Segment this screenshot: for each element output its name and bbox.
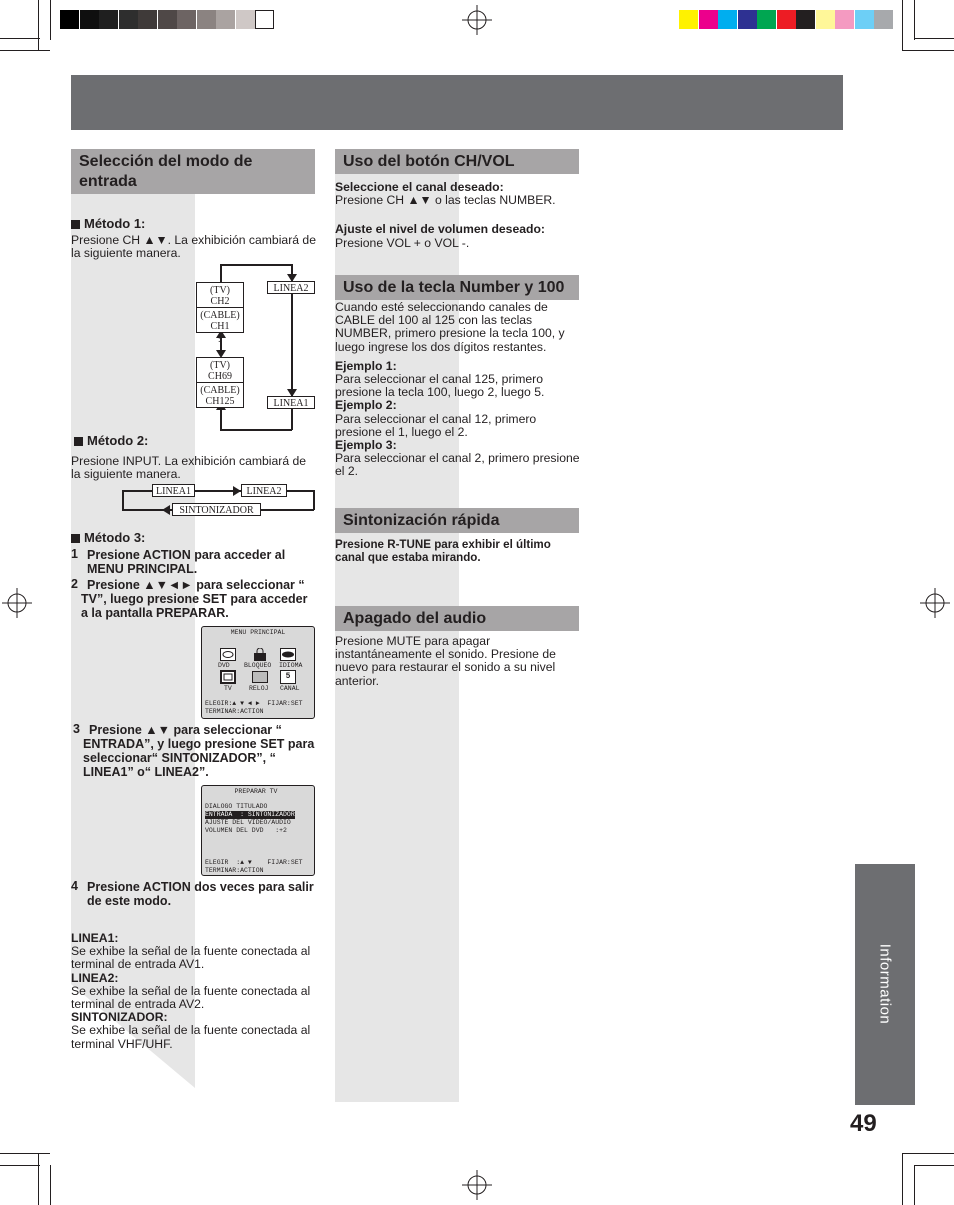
step4-text: Presione ACTION dos veces para salir de este modo.: [87, 880, 314, 908]
icon-label: BLOQUEO: [244, 662, 272, 669]
color-swatch: [757, 10, 776, 29]
gray-swatch: [99, 10, 118, 29]
step2-text: Presione ▲▼◄► para seleccionar “ TV”, luego presione SET para acceder a la pantalla PREPARAR.: [81, 578, 308, 620]
screen-line: AJUSTE DEL VIDEO/AUDIO: [205, 819, 291, 826]
notes-block: [71, 932, 316, 1051]
screen-title: PREPARAR TV: [234, 788, 278, 795]
chvol-sub1: Seleccione el canal deseado:: [335, 180, 504, 194]
step-number: 1: [71, 547, 78, 561]
number-text: Cuando esté seleccionando canales de CABLE del 100 al 125 con las teclas NUMBER, primero presione la tecla 100, y luego ingrese los dos dígitos restantes.: [335, 300, 565, 354]
sidebar-tab-information: [855, 864, 915, 1105]
screen-line-selected: ENTRADA : SINTONIZADOR: [205, 811, 295, 818]
clock-icon: [252, 671, 268, 683]
bullet-square-icon: [71, 534, 80, 543]
color-swatch: [777, 10, 796, 29]
example-label: Ejemplo 3:: [335, 438, 397, 453]
method1-title: Método 1:: [71, 217, 145, 230]
box-cable-ch125: (CABLE) CH125: [196, 382, 244, 408]
chvol-text1: Presione CH ▲▼ o las teclas NUMBER.: [335, 193, 556, 208]
audio-mute-text: Presione MUTE para apagar instantáneamente el sonido. Presione de nuevo para restaurar el sonido a su nivel anterior.: [335, 634, 556, 688]
note-text: Se exhibe la señal de la fuente conectada al terminal VHF/UHF.: [71, 1023, 311, 1051]
method3-title: Método 3:: [71, 531, 145, 544]
registration-target-icon: [2, 588, 32, 618]
gray-swatch: [158, 10, 177, 29]
box-linea2: LINEA2: [241, 484, 287, 497]
gray-swatch: [119, 10, 138, 29]
step-number: 4: [71, 879, 78, 893]
box-linea1: LINEA1: [267, 396, 315, 409]
color-swatch: [679, 10, 698, 29]
icon-label: IDIOMA: [279, 662, 303, 669]
note-label: LINEA1:: [71, 931, 119, 945]
menu-principal-screen: [201, 626, 315, 719]
gray-swatch: [60, 10, 79, 29]
example-label: Ejemplo 1:: [335, 358, 397, 373]
registration-target-icon: [920, 588, 950, 618]
icon-label: CANAL: [280, 685, 300, 692]
method1-text: Presione CH ▲▼. La exhibición cambiará de la siguiente manera.: [71, 233, 316, 261]
note-label: LINEA2:: [71, 970, 119, 985]
color-swatch: [699, 10, 718, 29]
example-text: Para seleccionar el canal 12, primero presione el 1, luego el 2.: [335, 411, 537, 439]
color-swatch: [816, 10, 835, 29]
note-text: Se exhibe la señal de la fuente conectada al terminal de entrada AV1.: [71, 944, 311, 972]
gray-swatch: [177, 10, 196, 29]
chvol-sub2: Ajuste el nivel de volumen deseado:: [335, 222, 545, 237]
page-number: 49: [850, 1110, 877, 1137]
box-cable-ch1: (CABLE) CH1: [196, 307, 244, 333]
color-swatch: [855, 10, 874, 29]
section-heading-quick-tune: Sintonización rápida: [335, 508, 579, 533]
bullet-square-icon: [74, 437, 83, 446]
screen-footer: ELEGIR:▲ ▼ ◄ ► FIJAR:SET: [205, 700, 303, 707]
icon-label: RELOJ: [249, 685, 269, 692]
number-block: [335, 301, 580, 479]
box-linea2: LINEA2: [267, 281, 315, 294]
step-number: 3: [73, 722, 80, 736]
box-sintonizador: SINTONIZADOR: [172, 503, 261, 516]
language-icon: [280, 648, 296, 661]
color-swatch: [796, 10, 815, 29]
registration-target-icon: [462, 5, 492, 35]
section-heading-ch-vol: Uso del botón CH/VOL: [335, 149, 579, 174]
section-heading-audio-mute: Apagado del audio: [335, 606, 579, 631]
preparar-tv-screen: [201, 785, 315, 876]
box-tv-ch2: (TV) CH2: [196, 282, 244, 308]
color-swatch: [835, 10, 854, 29]
sidebar-tab-label: Information: [876, 943, 894, 1025]
icon-label: TV: [224, 685, 232, 692]
registration-target-icon: [462, 1170, 492, 1200]
chvol-text2: Presione VOL + o VOL -.: [335, 235, 470, 250]
gray-swatch: [255, 10, 274, 29]
screen-line: DIALOGO TITULADO: [205, 803, 268, 810]
color-swatch: [738, 10, 757, 29]
color-swatch: [718, 10, 737, 29]
gray-swatch: [80, 10, 99, 29]
step-number: 2: [71, 577, 78, 591]
screen-footer: ELEGIR :▲ ▼ FIJAR:SET: [205, 859, 303, 866]
dvd-icon: [220, 648, 236, 661]
example-text: Para seleccionar el canal 2, primero presione el 2.: [335, 451, 580, 479]
gray-swatch: [138, 10, 157, 29]
example-label: Ejemplo 2:: [335, 398, 397, 413]
gray-swatch: [216, 10, 235, 29]
box-tv-ch69: (TV) CH69: [196, 357, 244, 383]
gray-swatch: [236, 10, 255, 29]
channel-icon: 5: [280, 670, 296, 684]
bullet-square-icon: [71, 220, 80, 229]
step1-text: Presione ACTION para acceder al MENU PRINCIPAL.: [87, 548, 286, 576]
method2-text: Presione INPUT. La exhibición cambiará de la siguiente manera.: [71, 454, 307, 482]
gray-swatch: [197, 10, 216, 29]
screen-footer: TERMINAR:ACTION: [205, 867, 264, 874]
screen-line: VOLUMEN DEL DVD :+2: [205, 827, 287, 834]
step3-text: Presione ▲▼ para seleccionar “ ENTRADA”, y luego presione SET para seleccionar“ SINTONIZADOR”, “ LINEA1” o“ LINEA2”.: [83, 723, 315, 779]
icon-label: DVD: [218, 662, 230, 669]
note-text: Se exhibe la señal de la fuente conectada al terminal de entrada AV2.: [71, 983, 311, 1012]
screen-title: MENU PRINCIPAL: [230, 629, 286, 636]
note-label: SINTONIZADOR:: [71, 1010, 168, 1025]
screen-footer: TERMINAR:ACTION: [205, 708, 264, 715]
example-text: Para seleccionar el canal 125, primero presione la tecla 100, luego 2, luego 5.: [335, 372, 545, 400]
section-heading-input-mode: Selección del modo de entrada: [71, 149, 315, 194]
lock-icon: [252, 648, 268, 661]
quick-tune-text: Presione R-TUNE para exhibir el último canal que estaba mirando.: [335, 538, 551, 565]
section-heading-number-key: Uso de la tecla Number y 100: [335, 275, 579, 300]
box-linea1: LINEA1: [152, 484, 195, 497]
header-bar: [71, 75, 843, 130]
tv-icon: [220, 670, 236, 684]
chvol-block: [335, 181, 580, 250]
method2-title: Método 2:: [74, 434, 148, 447]
color-swatch: [874, 10, 893, 29]
